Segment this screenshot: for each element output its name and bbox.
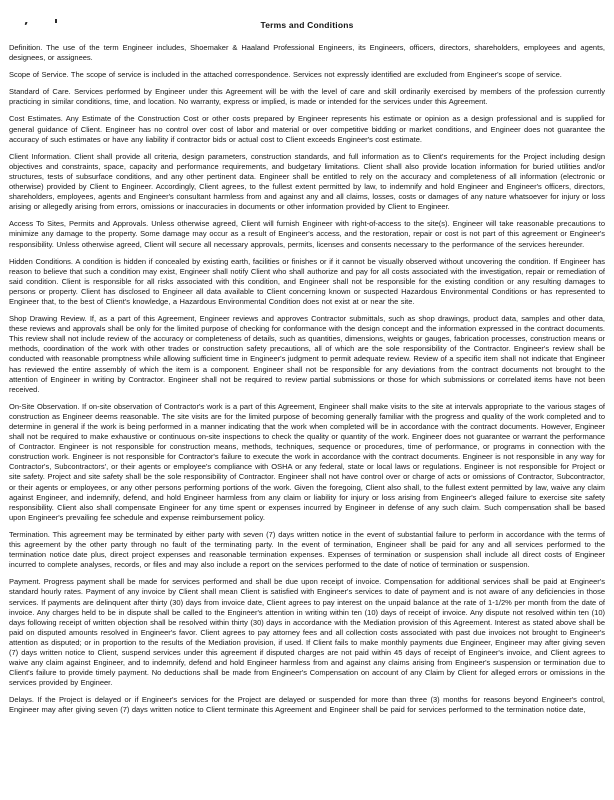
- document-content: [9, 20, 605, 723]
- paragraph-on-site-observation: On-Site Observation. If on-site observation of Contractor's work is a part of this Agreement, Engineer shall make visits to the site at intervals appropriate to the various stages of construction as Engineer deems reasonable. The site visits are for the limited purpose of becoming generally familiar with the progress and quality of the work completed and to determine in general if the work is being performed in a manner indicating that the work when completed will be in accordance with the contract documents. However, Engineer shall not be required to make exhaustive or continuous on-site inspections to check the quality or quantity of the work. Engineer does not guarantee or warrant the performance of Contractor. Engineer is not responsible for construction means, methods, techniques, sequence or procedures, time of performance, or programs in connection with the construction work. Engineer is not responsible for Contractor's failure to execute the work in accordance with the contract documents. Engineer is not responsible in any way for Contractor's, Subcontractors', or their agents or employee's compliance with OSHA or any federal, state or local laws or regulations. Engineer is not responsible for Project or site safety. Project and site safety shall be the sole responsibility of Contractor. Engineer shall not have control over or charge of acts or omissions of Contractor, Subcontractor, or their agents or employees, or any other persons performing portions of the work. Given the foregoing, Client also shall, to the fullest extent permitted by law, waive any claim against Engineer, and indemnify, defend, and hold Engineer harmless from any claim or liability for injury or loss arising from Engineer's alleged failure to exercise site safety responsibility. Client also shall compensate Engineer for any time spent or expenses incurred by Engineer in defense of any such claim. Such compensation shall be based upon Engineer's prevailing fee schedule and expense reimbursement policy.: [9, 401, 605, 522]
- paragraph-shop-drawing-review: Shop Drawing Review. If, as a part of this Agreement, Engineer reviews and approves Contractor submittals, such as shop drawings, product data, samples and other data, these reviews and approvals shall be only for the limited purpose of checking for conformance with the design concept and the information expressed in the contract documents. This review shall not include review of the accuracy or completeness of details, such as quantities, dimensions, weights or gauges, fabrication processes, construction means or methods, coordination of the work with other trades or construction safety precautions, all of which are the sole responsibility of the Contractor. Engineer's review shall be conducted with reasonable promptness while allowing sufficient time in Engineer's judgment to permit adequate review. Review of a specific item shall not indicate that Engineer has reviewed the entire assembly of which the item is a component. Engineer shall not be responsible for any deviations from the contract documents not brought to the attention of Engineer in writing by Contractor. Engineer shall not be required to review partial submissions or those for which submissions or correlated items have not been received.: [9, 314, 605, 394]
- paragraph-hidden-conditions: Hidden Conditions. A condition is hidden if concealed by existing earth, facilities or finishes or if it cannot be visually observed without uncovering the condition. If Engineer has reason to believe that such a condition may exist, Engineer shall notify Client who shall authorize and pay for all costs associated with the investigation, repair or remediation of said condition. Client is responsible for all risks associated with this condition, and Engineer shall not be responsible for the existing condition or any resulting damages to persons or property. Client has disclosed to Engineer all data available to Client concerning known or suspected Hazardous Environmental Conditions or has represented to Engineer that, to the best of Client's knowledge, a Hazardous Environmental Condition does not exist at or near the site.: [9, 256, 605, 306]
- paragraph-standard-of-care: Standard of Care. Services performed by Engineer under this Agreement will be with the level of care and skill ordinarily exercised by members of the profession currently practicing in similar conditions, time, and location. No warranty, express or implied, is made or intended for the services under this Agreement.: [9, 87, 605, 107]
- paragraph-client-information: Client Information. Client shall provide all criteria, design parameters, construction standards, and full information as to Client's requirements for the Project including design objectives and constraints, space, capacity and performance requirements, and budgetary limitations. Client shall also provide location information for buried utilities and/or structures, tests of subsurface conditions, and any other pertinent data. Engineer shall be entitled to rely on the accuracy and completeness of all information (electronic or otherwise) provided by Client to Engineer. Accordingly, Client agrees, to the fullest extent permitted by law, to indemnify and hold Engineer and Engineer's officers, directors, shareholders, employees, agents and Engineer's consultant harmless from and against any and all claims, losses, costs or damages of any nature whatsoever for injury or loss arising or allegedly arising from errors, omissions or inaccuracies in documents or other information provided by Client to Engineer.: [9, 151, 605, 212]
- paragraph-delays: Delays. If the Project is delayed or if Engineer's services for the Project are delayed or suspended for more than three (3) months for reasons beyond Engineer's control, Engineer may after giving seven (7) days written notice to Client terminate this Agreement and Engineer shall be paid for services performed to the termination notice date,: [9, 695, 605, 715]
- paragraph-scope-of-service: Scope of Service. The scope of service is included in the attached correspondence. Services not expressly identified are excluded from Engineer's scope of service.: [9, 70, 562, 80]
- paragraph-access-to-sites: Access To Sites, Permits and Approvals. Unless otherwise agreed, Client will furnish Engineer with right-of-access to the site(s). Engineer will take reasonable precautions to minimize any damage to the property. Some damage may occur as a result of Engineer's access, and the restoration, repair or cost is not part of this agreement or Engineer's responsibility. Unless otherwise agreed, Client will secure all necessary approvals, permits, licenses and consents necessary to the performance of the services hereunder.: [9, 219, 605, 249]
- paragraph-cost-estimates: Cost Estimates. Any Estimate of the Construction Cost or other costs prepared by Engineer represents his estimate or opinion as a design professional and is supplied for general guidance of Client. Engineer has no control over cost of labor and material or over competitive bidding or market conditions, and Engineer does not guarantee the accuracy of such estimates or have any liability if contractor bids or actual cost to Client exceeds Engineer's cost estimate.: [9, 114, 605, 144]
- paragraph-termination: Termination. This agreement may be terminated by either party with seven (7) days written notice in the event of substantial failure to perform in accordance with the terms of this agreement by the other party through no fault of the terminating party. In the event of termination, Engineer shall be paid for any and all services performed to the termination notice date plus, direct project expenses and reasonable termination expenses. Expenses of termination or suspension shall include all direct costs of Engineer incurred to complete analyses, records, or files and may also include a report on the services performed to the date of notice of termination or suspension.: [9, 529, 605, 570]
- page-title: Terms and Conditions: [260, 20, 354, 30]
- paragraph-payment: Payment. Progress payment shall be made for services performed and shall be due upon receipt of invoice. Compensation for additional services shall be paid at Engineer's standard hourly rates. Payment of any invoice by Client shall mean Client is satisfied with Engineer's services to date of payment and is not aware of any deficiencies in those services. If payments are delinquent after thirty (30) days from invoice date, Client agrees to pay interest on the unpaid balance at the rate of 1-1/2% per month from the date of invoice. Any charges held to be in dispute shall be called to the Engineer's attention in writing within ten (10) days of receipt of invoice. Any dispute not resolved within ten (10) days following receipt of written objection shall be resolved within thirty (30) days in accordance with the Mediation provision of this Agreement. Interest as stated above shall be paid on disputed amounts resolved in Engineer's favor. Client agrees to pay attorney fees and all collection costs associated with past due invoices not brought to Engineer's attention as disputed; or in proportion to the results of the Mediation provision, if used. If Client fails to make monthly payments due Engineer, Engineer may after giving seven (7) days written notice to Client, suspend services under this agreement if disputed charges are not paid within 45 days of receipt of Engineer's invoice, and Client agrees to waive any claim against Engineer, and to indemnify, defend and hold Engineer harmless from and against any claims arising from Engineer's suspension or termination due to Client's failure to provide timely payment. No deductions shall be made from Engineer's Compensation on account of any Claim by Client for alleged errors or omissions in the services provided by Engineer.: [9, 577, 605, 688]
- paragraph-definition: Definition. The use of the term Engineer includes, Shoemaker & Haaland Professional Engineers, its Engineers, officers, directors, shareholders, employees and agents, designees, or assignees.: [9, 43, 605, 63]
